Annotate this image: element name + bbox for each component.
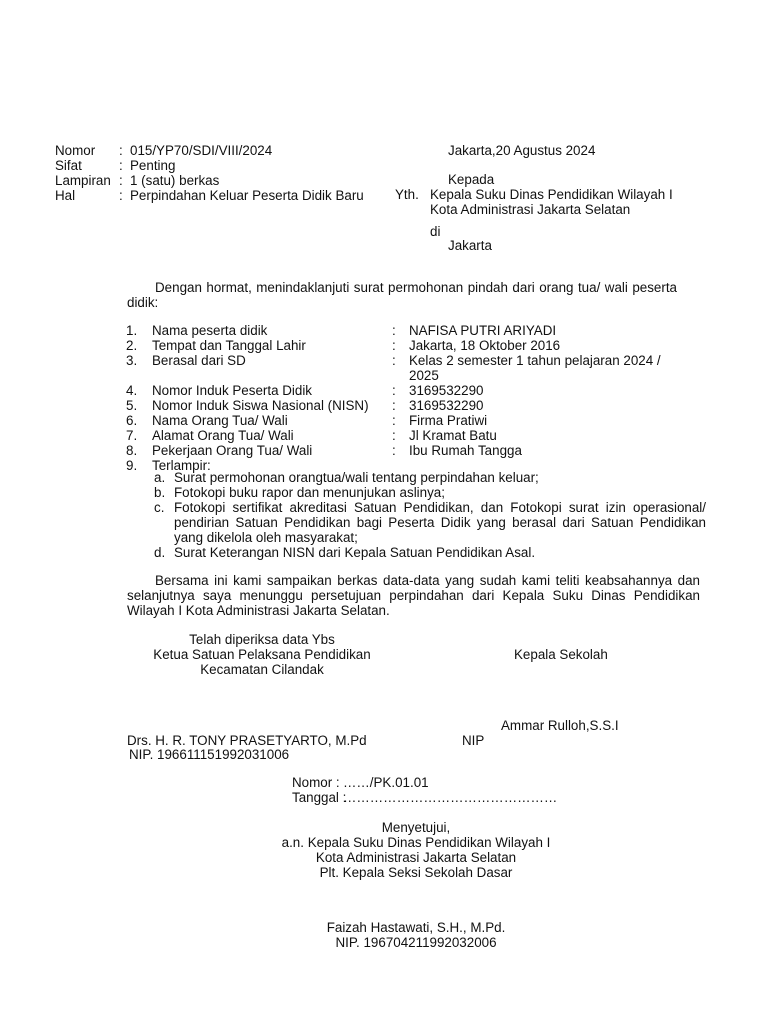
meta-label: Lampiran [55, 173, 111, 188]
item-colon: : [392, 383, 396, 398]
list-item [126, 383, 716, 398]
item-value: Jl Kramat Batu [409, 428, 497, 443]
item-label: Nomor Induk Siswa Nasional (NISN) [152, 398, 369, 413]
meta-label: Hal [55, 188, 76, 203]
meta-colon: : [119, 158, 123, 173]
item-colon: : [392, 323, 396, 338]
item-value: Firma Pratiwi [409, 413, 488, 428]
attachment-letter: a. [154, 470, 166, 485]
item-colon: : [392, 353, 396, 368]
attachment-item [154, 500, 706, 545]
approval-line-2: Kota Administrasi Jakarta Selatan [315, 850, 517, 865]
list-item [126, 353, 716, 368]
meta-colon: : [119, 173, 123, 188]
closing-paragraph: Bersama ini kami sampaikan berkas data-data yang sudah kami teliti keabsahannya dan selanjutnya saya menunggu persetujuan perpindahan dari Kepala Suku Dinas Pendidikan Wilayah I Kota Administrasi Jakarta Selatan. [127, 573, 700, 618]
addressee-city: Jakarta [448, 238, 492, 253]
item-number: 6. [126, 413, 138, 428]
item-label: Nomor Induk Peserta Didik [152, 383, 313, 398]
attachment-letter: d. [154, 545, 166, 560]
list-item [126, 338, 716, 353]
item-value-continued: 2025 [409, 368, 439, 383]
kepada-label: Kepada [448, 172, 495, 187]
attachment-item [154, 545, 706, 560]
item-label: Pekerjaan Orang Tua/ Wali [152, 443, 313, 458]
approval-nomor-value: ……/PK.01.01 [343, 775, 429, 790]
item-number: 9. [126, 458, 138, 473]
approval-nomor-label: Nomor : [292, 775, 340, 790]
approval-block [200, 820, 632, 880]
item-number: 8. [126, 443, 138, 458]
principal-name: Ammar Rulloh,S.S.I [501, 718, 619, 733]
item-value: 3169532290 [409, 383, 484, 398]
item-value: NAFISA PUTRI ARIYADI [409, 323, 557, 338]
item-number: 1. [126, 323, 138, 338]
approver-signature [200, 920, 632, 950]
approval-reference [292, 775, 592, 805]
verifier-line-2: Ketua Satuan Pelaksana Pendidikan [153, 647, 371, 662]
attachment-text: Fotokopi buku rapor dan menunjukan aslinya; [174, 485, 445, 500]
opening-paragraph: Dengan hormat, menindaklanjuti surat permohonan pindah dari orang tua/ wali peserta didik: [127, 280, 677, 310]
meta-colon: : [119, 143, 123, 158]
item-number: 3. [126, 353, 138, 368]
item-value: Kelas 2 semester 1 tahun pelajaran 2024 / [409, 353, 661, 368]
verifier-line-1: Telah diperiksa data Ybs [189, 632, 335, 647]
list-item [126, 398, 716, 413]
addressee-line-2: Kota Administrasi Jakarta Selatan [430, 202, 631, 217]
item-label: Nama Orang Tua/ Wali [152, 413, 288, 428]
meta-row-nomor [55, 143, 395, 158]
meta-value: 015/YP70/SDI/VIII/2024 [130, 143, 273, 158]
approval-line-3: Plt. Kepala Seksi Sekolah Dasar [319, 865, 513, 880]
item-value: 3169532290 [409, 398, 484, 413]
addressee-line-1: Kepala Suku Dinas Pendidikan Wilayah I [430, 187, 673, 202]
attachment-text: Surat Keterangan NISN dari Kepala Satuan Pendidikan Asal. [174, 545, 536, 560]
item-label: Terlampir: [152, 458, 211, 473]
item-value: Jakarta, 18 Oktober 2016 [409, 338, 561, 353]
list-item [126, 413, 716, 428]
attachment-item [154, 470, 706, 485]
item-colon: : [392, 428, 396, 443]
item-label: Tempat dan Tanggal Lahir [152, 338, 306, 353]
meta-value: 1 (satu) berkas [130, 173, 220, 188]
meta-row-sifat [55, 158, 395, 173]
principal-title: Kepala Sekolah [514, 647, 608, 662]
meta-label: Sifat [55, 158, 82, 173]
list-item-continuation [126, 368, 716, 383]
item-number: 5. [126, 398, 138, 413]
item-number: 2. [126, 338, 138, 353]
attachment-text: Fotokopi sertifikat akreditasi Satuan Pendidikan, dan Fotokopi surat izin operasional/ pendirian Satuan Pendidikan bagi Peserta Didik yang berasal dari Satuan Pendidikan yang dikelola oleh masyarakat; [174, 500, 706, 545]
item-label: Berasal dari SD [152, 353, 246, 368]
list-item [126, 323, 716, 338]
approval-tanggal-label: Tanggal : [292, 790, 347, 805]
approval-nomor-row [292, 775, 592, 790]
student-data-list [126, 323, 716, 473]
item-number: 7. [126, 428, 138, 443]
verifier-block [147, 632, 377, 677]
attachment-item [154, 485, 706, 500]
approval-tanggal-row [292, 790, 592, 805]
item-colon: : [392, 443, 396, 458]
meta-value: Penting [130, 158, 176, 173]
verifier-line-3: Kecamatan Cilandak [200, 662, 324, 677]
addressee-di: di [430, 224, 441, 239]
attachment-text: Surat permohonan orangtua/wali tentang perpindahan keluar; [174, 470, 539, 485]
yth-label: Yth. [395, 187, 419, 202]
item-value: Ibu Rumah Tangga [409, 443, 522, 458]
item-number: 4. [126, 383, 138, 398]
attachment-letter: b. [154, 485, 166, 500]
meta-row-lampiran [55, 173, 395, 188]
item-colon: : [392, 338, 396, 353]
item-label: Alamat Orang Tua/ Wali [152, 428, 294, 443]
meta-row-hal [55, 188, 395, 203]
principal-nip: NIP [462, 733, 485, 748]
meta-value: Perpindahan Keluar Peserta Didik Baru [130, 188, 364, 203]
attachment-list [154, 470, 706, 560]
list-item [126, 443, 716, 458]
approval-tanggal-value: ………………………………………… [343, 790, 558, 805]
approver-nip: NIP. 196704211992032006 [335, 935, 497, 950]
item-colon: : [392, 413, 396, 428]
meta-label: Nomor [55, 143, 96, 158]
approval-line-1: a.n. Kepala Suku Dinas Pendidikan Wilayah I [281, 835, 551, 850]
approver-name: Faizah Hastawati, S.H., M.Pd. [326, 920, 506, 935]
letter-date: Jakarta,20 Agustus 2024 [448, 143, 596, 158]
letter-meta [55, 143, 395, 203]
meta-colon: : [119, 188, 123, 203]
list-item [126, 428, 716, 443]
verifier-nip: NIP. 196611151992031006 [129, 747, 290, 762]
attachment-letter: c. [154, 500, 165, 515]
item-colon: : [392, 398, 396, 413]
verifier-name: Drs. H. R. TONY PRASETYARTO, M.Pd [127, 733, 367, 748]
item-label: Nama peserta didik [152, 323, 268, 338]
approval-heading: Menyetujui, [381, 820, 451, 835]
